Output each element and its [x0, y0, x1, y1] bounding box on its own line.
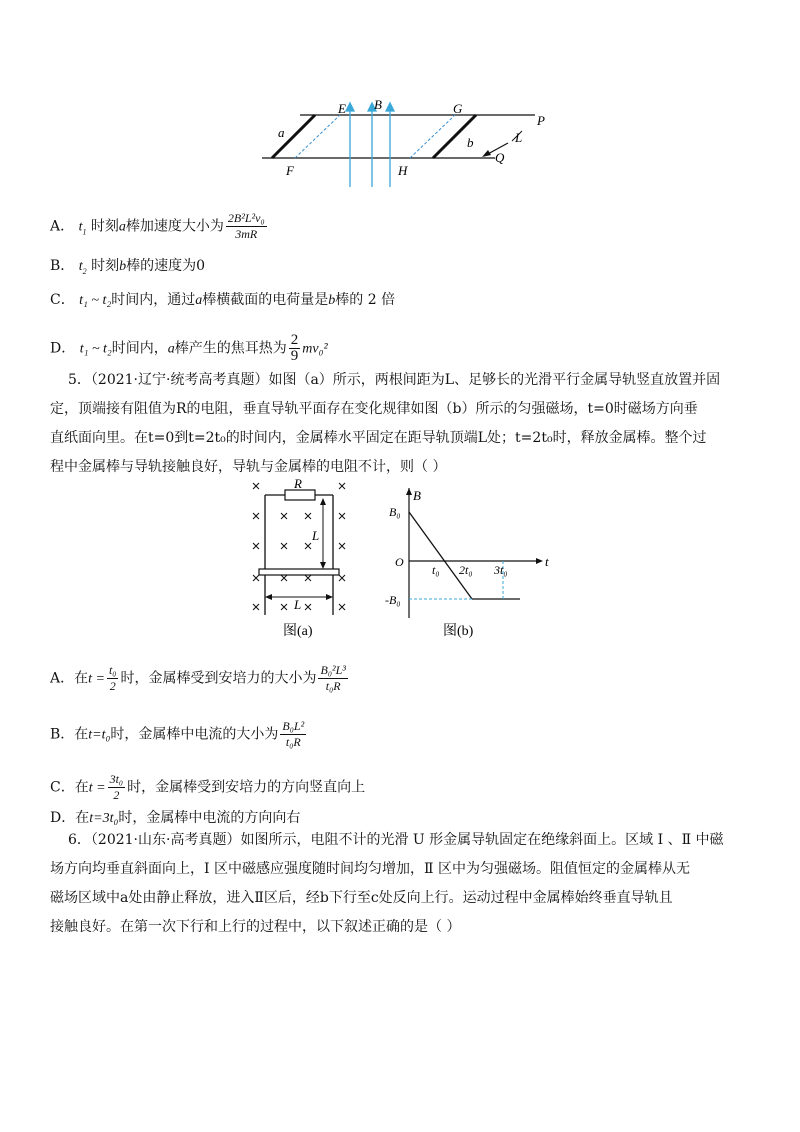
resistor-R	[285, 490, 315, 500]
dim-L-side-bottom	[320, 562, 326, 569]
q5-a-cond-frac: $\frac{\text{t₀}}{2}$	[108, 663, 117, 693]
q4-option-a[interactable]	[50, 211, 269, 242]
dim-L-side-top	[320, 498, 326, 505]
q4-a-var: a	[118, 219, 126, 235]
B-line-slope	[409, 512, 472, 599]
q5-c-cond-frac: $\frac{\text{3t₀}}{2}$	[109, 772, 124, 802]
q4-a-text2: 棒加速度大小为	[125, 218, 224, 235]
axis-y-arrow	[406, 488, 412, 495]
q4-b-t-sub: 2	[82, 266, 87, 276]
q5-line1	[50, 366, 755, 395]
q5-line3: 直纸面向里。在t=0到t=2t₀的时间内，金属棒水平固定在距导轨顶端L处；t=2t₀时，释放金属棒。整个过	[50, 430, 707, 446]
q4-option-c[interactable]	[50, 290, 395, 311]
q5-number: 5．	[68, 372, 91, 388]
q4-d-tail: mv₀²	[302, 341, 328, 357]
fig-a-R: R	[294, 478, 302, 491]
q4-a-prefix: A．	[50, 218, 75, 235]
q6-line4: 接触良好。在第一次下行和上行的过程中，以下叙述正确的是（ ）	[50, 919, 461, 935]
q4-option-b[interactable]	[50, 256, 205, 282]
q4-d-prefix: D．	[50, 340, 76, 357]
q4-b-var: b	[119, 259, 127, 274]
label-F: F	[286, 163, 294, 178]
q5-option-c[interactable]	[50, 772, 365, 803]
boundary-GH	[410, 115, 455, 158]
fig-b-t0: t₀	[432, 563, 440, 577]
label-Q: Q	[495, 150, 505, 165]
q5-line1-text: 如图（a）所示，两根间距为L、足够长的光滑平行金属导轨竖直放置并固	[268, 372, 721, 388]
q4-b-text: 时刻	[91, 258, 120, 274]
q5-stem	[50, 366, 755, 482]
q4-a-t: t	[78, 219, 83, 235]
q6-stem	[50, 826, 755, 942]
q4-d-text2: 棒产生的焦耳热为	[174, 340, 287, 357]
q6-line1	[50, 826, 755, 855]
q4-c-text: 时间内，通过	[111, 292, 196, 308]
q6-source: （2021·山东·高考真题）	[90, 832, 241, 848]
q5-option-a[interactable]	[50, 663, 350, 694]
label-G: G	[453, 101, 463, 116]
fig-b-3t0: 3t₀	[494, 563, 508, 577]
q4-d-var: a	[167, 341, 175, 357]
axis-x-arrow	[536, 558, 543, 564]
q4-b-text2: 棒的速度为0	[126, 258, 206, 274]
label-B: B	[374, 97, 382, 112]
q6-number: 6．	[68, 832, 91, 848]
fig-b-B: B	[413, 488, 421, 503]
q4-a-t-sub: 1	[82, 227, 87, 237]
fig-a-caption: 图(a)	[283, 624, 313, 639]
field-arrow-3-head	[386, 103, 394, 111]
metal-rod	[259, 569, 339, 575]
q5-source: （2021·辽宁·统考高考真题）	[90, 372, 269, 388]
label-P: P	[537, 113, 545, 128]
label-b: b	[467, 135, 474, 150]
q4-d-fraction: $\frac{2}{9}$	[290, 332, 299, 364]
q4-c-var2: b	[328, 293, 336, 308]
field-arrow-1-head	[346, 103, 354, 111]
q5-c-prefix: C．在	[50, 779, 89, 796]
q5-a-prefix: A．在	[50, 670, 89, 687]
q5-b-text: 时，金属棒中电流的大小为	[110, 726, 279, 743]
q5-d-cond: t=3t₀	[89, 811, 119, 826]
q4-c-range: t₁ ~ t₂	[79, 293, 112, 308]
label-H: H	[398, 163, 408, 178]
fig-a-L-bottom: L	[294, 597, 302, 612]
q5-a-fraction: $\frac{\text{B₀²L³}}{\text{t₀R}}$	[320, 663, 346, 693]
q4-c-prefix: C．	[50, 292, 75, 308]
q5-d-text: 时，金属棒中电流的方向向右	[118, 810, 301, 826]
q4-a-text: 时刻	[90, 218, 119, 235]
cross-field	[253, 483, 345, 610]
q4-d-text: 时间内，	[111, 340, 168, 357]
q5-d-prefix: D．在	[50, 810, 90, 826]
q4-b-prefix: B．	[50, 258, 75, 274]
q4-c-var: a	[195, 293, 203, 308]
label-E: E	[338, 101, 346, 116]
fig-b-O: O	[395, 555, 404, 569]
fig-b-t: t	[545, 554, 549, 569]
q5-b-fraction: $\frac{\text{B₀L²}}{\text{t₀R}}$	[282, 719, 305, 749]
q5-c-text: 时，金属棒受到安培力的方向竖直向上	[127, 779, 366, 796]
dim-L-bottom-left	[265, 594, 272, 600]
q5-option-b[interactable]	[50, 719, 308, 750]
q4-d-range: t₁ ~ t₂	[79, 341, 112, 357]
figure-b	[385, 488, 555, 643]
q4-b-t: t	[78, 259, 83, 274]
boundary-EF	[295, 115, 340, 158]
q5-b-prefix: B．在	[50, 726, 89, 743]
q5-line4: 程中金属棒与导轨接触良好，导轨与金属棒的电阻不计，则（ ）	[50, 459, 447, 475]
q5-a-cond-var: t =	[88, 671, 105, 687]
label-L: L	[515, 130, 523, 145]
fig-b-caption: 图(b)	[443, 624, 474, 639]
fig-a-L-side: L	[312, 528, 320, 543]
q4-a-fraction: $\frac{\text{2B²L²v₀}}{3mR}$	[227, 211, 265, 241]
figure-a	[245, 478, 360, 643]
q6-line3: 磁场区域中a处由静止释放，进入Ⅱ区后，经b下行至c处反向上行。运动过程中金属棒始终垂直导轨且	[50, 890, 673, 906]
label-a: a	[278, 125, 285, 140]
q5-a-text: 时，金属棒受到安培力的大小为	[120, 670, 317, 687]
q4-c-text2: 棒横截面的电荷量是	[202, 292, 329, 308]
q5-c-cond-var: t =	[88, 780, 106, 796]
velocity-arrow-head	[482, 150, 491, 157]
q4-option-d[interactable]	[50, 333, 328, 364]
top-figure	[250, 95, 560, 190]
q6-line2: 场方向均垂直斜面向上，Ⅰ 区中磁感应强度随时间均匀增加，Ⅱ 区中为匀强磁场。阻值恒定的金属棒从无	[50, 861, 690, 877]
fig-b-B0: B₀	[389, 505, 401, 519]
dim-L-bottom-right	[326, 594, 333, 600]
fig-b-negB0: -B₀	[385, 593, 401, 607]
fig-b-2t0: 2t₀	[459, 563, 473, 577]
q5-b-cond: t=t₀	[88, 727, 111, 743]
q6-line1-text: 如图所示，电阻不计的光滑 U 形金属导轨固定在绝缘斜面上。区域 Ⅰ 、Ⅱ 中磁	[240, 832, 724, 848]
q5-line2: 定，顶端接有阻值为R的电阻，垂直导轨平面存在变化规律如图（b）所示的匀强磁场，t=0时磁场方向垂	[50, 401, 698, 417]
q4-c-text3: 棒的 2 倍	[335, 292, 396, 308]
